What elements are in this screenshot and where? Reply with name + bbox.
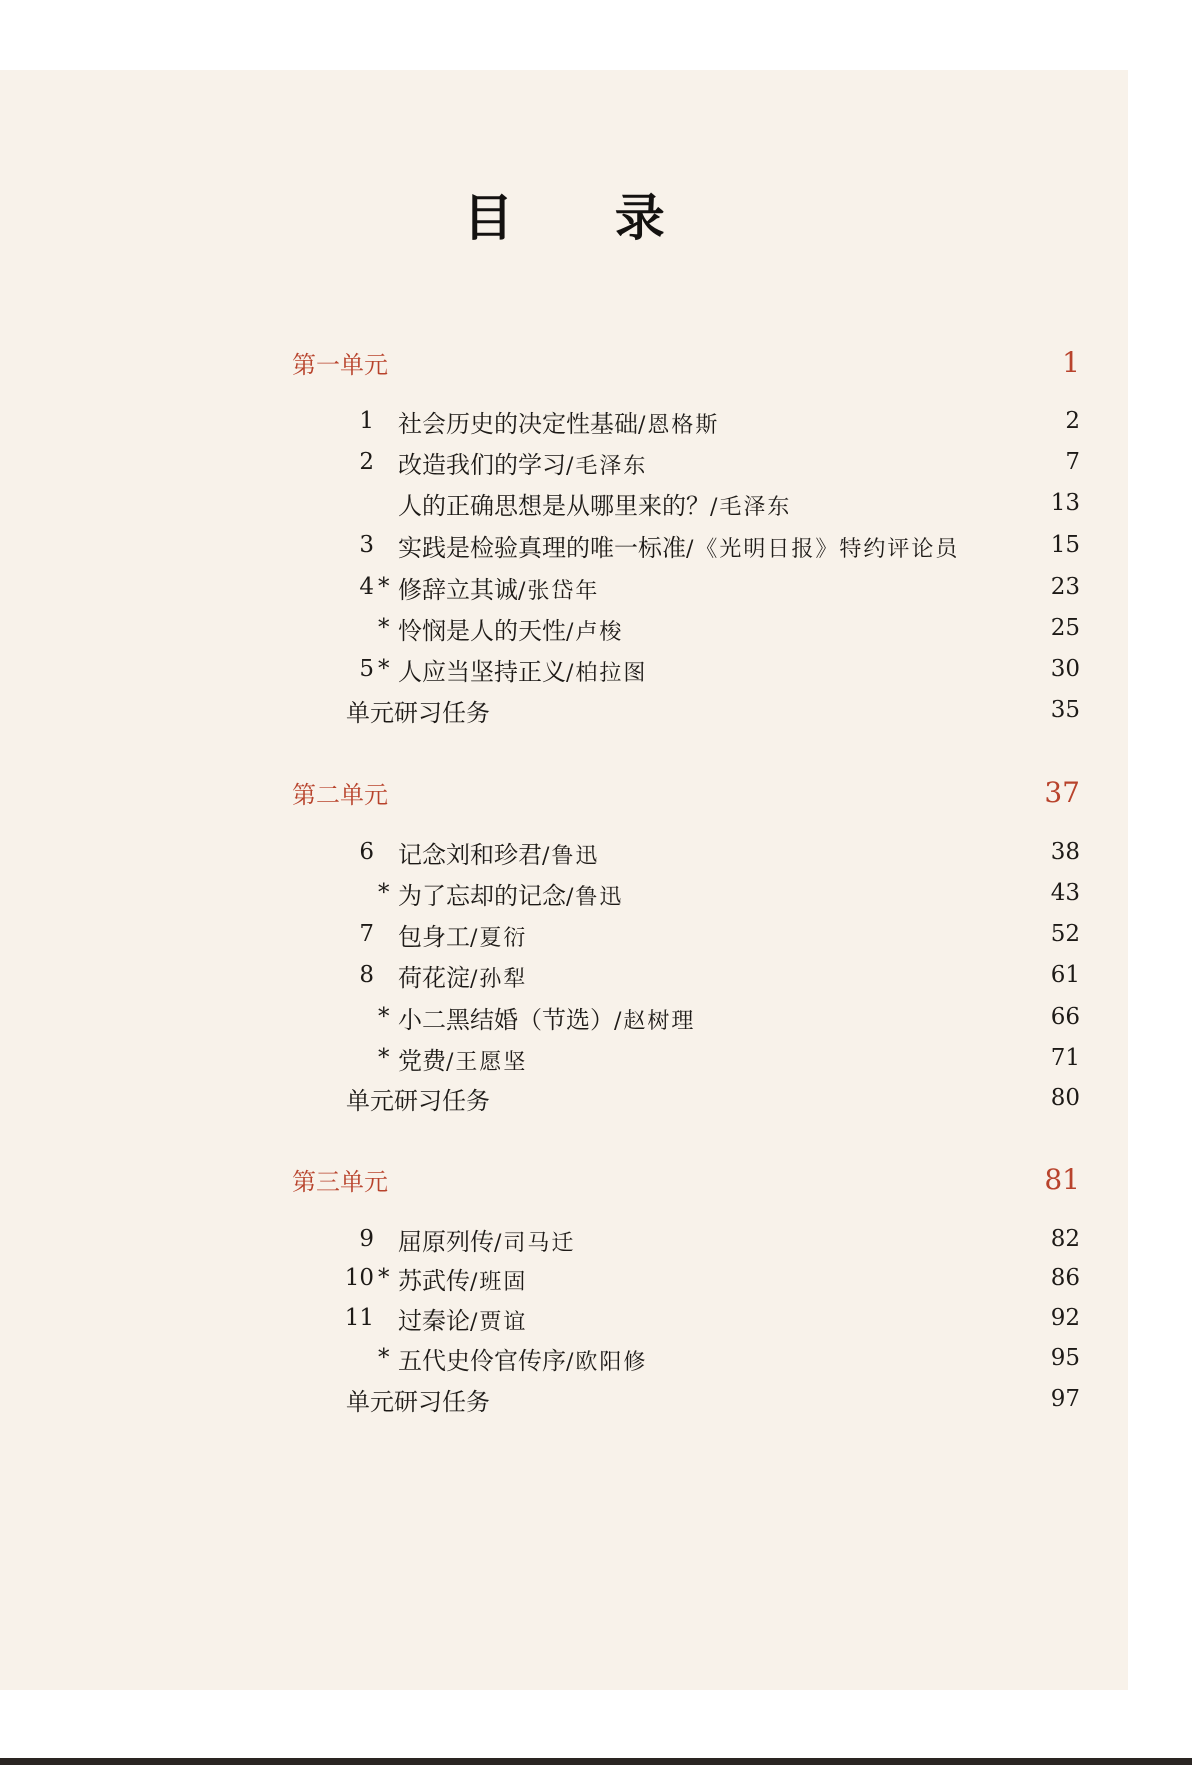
entry-author: /柏拉图 xyxy=(566,660,648,686)
entry-author: /恩格斯 xyxy=(638,412,720,438)
entry-title: 人的正确思想是从哪里来的？ xyxy=(398,491,710,520)
entry-title: 为了忘却的记念 xyxy=(398,881,566,910)
toc-entry[interactable] xyxy=(0,483,1128,523)
lesson-number: 5 xyxy=(359,656,374,682)
lesson-number: 10 xyxy=(344,1265,374,1291)
entry-title: 过秦论 xyxy=(398,1306,470,1335)
entry-page-number: 86 xyxy=(1050,1265,1080,1291)
optional-mark: * xyxy=(378,1045,390,1071)
entry-title: 荷花淀 xyxy=(398,963,470,992)
toc-entry[interactable] xyxy=(0,832,1128,872)
toc-entry[interactable] xyxy=(0,997,1128,1037)
unit-page-number: 81 xyxy=(1044,1162,1080,1196)
entry-page-number: 66 xyxy=(1050,1004,1080,1030)
unit-heading[interactable] xyxy=(0,1159,1128,1199)
unit-task-entry[interactable] xyxy=(0,1379,1128,1419)
entry-title-line xyxy=(398,958,527,993)
entry-title-line xyxy=(398,917,527,952)
lesson-number: 8 xyxy=(359,962,374,988)
toc-entry[interactable] xyxy=(0,525,1128,565)
unit-name: 第三单元 xyxy=(292,1167,388,1196)
toc-entry[interactable] xyxy=(0,914,1128,954)
entry-title: 怜悯是人的天性 xyxy=(398,616,566,645)
entry-author: /夏衍 xyxy=(470,925,528,951)
entry-title: 改造我们的学习 xyxy=(398,450,566,479)
entry-title-line xyxy=(398,1000,695,1035)
entry-title-line xyxy=(398,486,791,521)
entry-title-line xyxy=(398,1341,647,1376)
lesson-number: 11 xyxy=(344,1305,374,1331)
entry-page-number: 13 xyxy=(1050,490,1080,516)
toc-entry[interactable] xyxy=(0,608,1128,648)
lesson-number: 2 xyxy=(359,449,374,475)
entry-author: /毛泽东 xyxy=(566,453,648,479)
entry-title-line xyxy=(398,1041,527,1076)
toc-entry[interactable] xyxy=(0,1258,1128,1298)
entry-title: 实践是检验真理的唯一标准 xyxy=(398,533,686,562)
entry-page-number: 43 xyxy=(1050,880,1080,906)
unit-heading[interactable] xyxy=(0,342,1128,382)
entry-page-number: 25 xyxy=(1050,615,1080,641)
optional-mark: * xyxy=(378,656,390,682)
book-page xyxy=(0,70,1128,1690)
entry-page-number: 15 xyxy=(1050,532,1080,558)
unit-task-entry[interactable] xyxy=(0,1078,1128,1118)
toc-entry[interactable] xyxy=(0,1338,1128,1378)
entry-title-line xyxy=(398,1222,575,1257)
entry-title-line xyxy=(398,570,599,605)
entry-page-number: 35 xyxy=(1050,697,1080,723)
entry-title: 五代史伶官传序 xyxy=(398,1346,566,1375)
entry-title: 人应当坚持正义 xyxy=(398,657,566,686)
unit-task-label: 单元研习任务 xyxy=(346,1387,490,1416)
entry-page-number: 97 xyxy=(1050,1386,1080,1412)
unit-task-label: 单元研习任务 xyxy=(346,698,490,727)
entry-page-number: 2 xyxy=(1065,408,1080,434)
entry-page-number: 38 xyxy=(1050,839,1080,865)
entry-author: /班固 xyxy=(470,1269,528,1295)
entry-author: /贾谊 xyxy=(470,1309,528,1335)
entry-title-line xyxy=(398,835,599,870)
toc-entry[interactable] xyxy=(0,442,1128,482)
entry-page-number: 52 xyxy=(1050,921,1080,947)
page-title: 目 录 xyxy=(463,188,707,247)
entry-title-line xyxy=(398,1301,527,1336)
entry-title: 党费 xyxy=(398,1046,446,1075)
entry-page-number: 95 xyxy=(1050,1345,1080,1371)
entry-page-number: 7 xyxy=(1065,449,1080,475)
entry-page-number: 80 xyxy=(1050,1085,1080,1111)
toc-entry[interactable] xyxy=(0,567,1128,607)
entry-author: /赵树理 xyxy=(614,1008,696,1034)
entry-title-line xyxy=(398,528,959,563)
lesson-number: 3 xyxy=(359,532,374,558)
toc-entry[interactable] xyxy=(0,1298,1128,1338)
lesson-number: 9 xyxy=(359,1226,374,1252)
entry-title-line xyxy=(398,445,647,480)
unit-task-entry[interactable] xyxy=(0,690,1128,730)
entry-author: /司马迁 xyxy=(494,1230,576,1256)
entry-page-number: 92 xyxy=(1050,1305,1080,1331)
entry-author: /王愿坚 xyxy=(446,1049,528,1075)
unit-name: 第一单元 xyxy=(292,350,388,379)
toc-entry[interactable] xyxy=(0,873,1128,913)
entry-title: 包身工 xyxy=(398,922,470,951)
entry-title: 修辞立其诚 xyxy=(398,575,518,604)
optional-mark: * xyxy=(378,615,390,641)
entry-author: /欧阳修 xyxy=(566,1349,648,1375)
entry-title-line xyxy=(398,404,719,439)
entry-author: /张岱年 xyxy=(518,578,600,604)
entry-title: 苏武传 xyxy=(398,1266,470,1295)
entry-author: /卢梭 xyxy=(566,619,624,645)
entry-title-line xyxy=(398,611,623,646)
entry-page-number: 61 xyxy=(1050,962,1080,988)
entry-title: 小二黑结婚（节选） xyxy=(398,1005,614,1034)
entry-title: 记念刘和珍君 xyxy=(398,840,542,869)
optional-mark: * xyxy=(378,1265,390,1291)
entry-title: 屈原列传 xyxy=(398,1227,494,1256)
unit-heading[interactable] xyxy=(0,772,1128,812)
lesson-number: 1 xyxy=(359,408,374,434)
toc-entry[interactable] xyxy=(0,401,1128,441)
entry-author: /鲁迅 xyxy=(542,843,600,869)
lesson-number: 7 xyxy=(359,921,374,947)
entry-title-line xyxy=(398,652,647,687)
toc-entry[interactable] xyxy=(0,1038,1128,1078)
entry-author: /鲁迅 xyxy=(566,884,624,910)
entry-title: 社会历史的决定性基础 xyxy=(398,409,638,438)
optional-mark: * xyxy=(378,1345,390,1371)
optional-mark: * xyxy=(378,574,390,600)
toc-entry[interactable] xyxy=(0,955,1128,995)
unit-name: 第二单元 xyxy=(292,780,388,809)
entry-author: /毛泽东 xyxy=(710,494,792,520)
entry-page-number: 71 xyxy=(1050,1045,1080,1071)
entry-page-number: 82 xyxy=(1050,1226,1080,1252)
entry-title-line xyxy=(398,1261,527,1296)
lesson-number: 4 xyxy=(359,574,374,600)
optional-mark: * xyxy=(378,1004,390,1030)
entry-title-line xyxy=(398,876,623,911)
unit-task-label: 单元研习任务 xyxy=(346,1086,490,1115)
unit-page-number: 37 xyxy=(1044,775,1080,809)
toc-entry[interactable] xyxy=(0,1219,1128,1259)
entry-author: /孙犁 xyxy=(470,966,528,992)
toc-entry[interactable] xyxy=(0,649,1128,689)
entry-page-number: 30 xyxy=(1050,656,1080,682)
unit-page-number: 1 xyxy=(1062,345,1080,379)
entry-author: /《光明日报》特约评论员 xyxy=(686,536,960,562)
optional-mark: * xyxy=(378,880,390,906)
entry-page-number: 23 xyxy=(1050,574,1080,600)
lesson-number: 6 xyxy=(359,839,374,865)
scan-edge-divider xyxy=(0,1758,1192,1765)
